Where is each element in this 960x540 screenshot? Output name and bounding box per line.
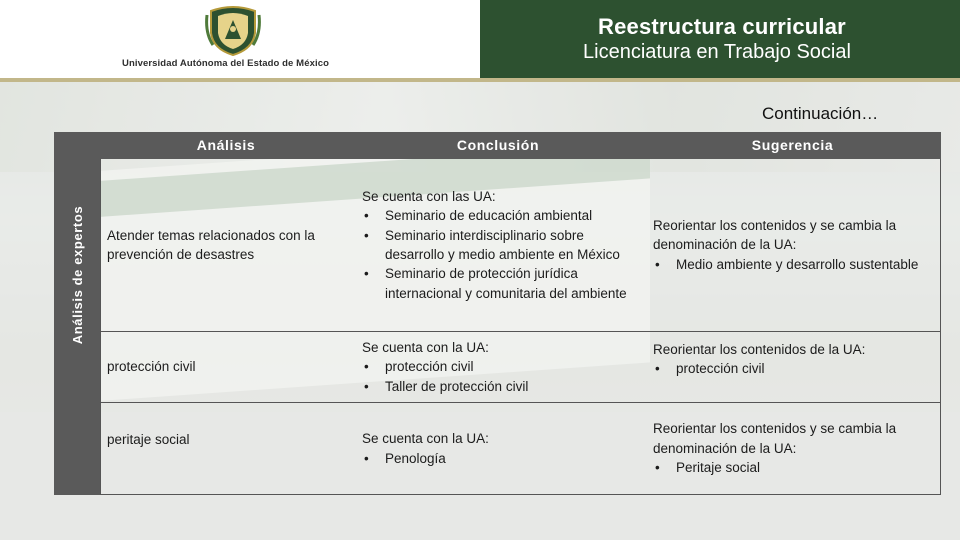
university-seal-icon	[205, 5, 261, 57]
conclusion-item: • Taller de protección civil	[362, 377, 642, 396]
column-header-suggestion: Sugerencia	[751, 137, 834, 153]
column-header-conclusion: Conclusión	[456, 137, 540, 153]
conclusion-item: • protección civil	[362, 357, 642, 376]
suggestion-list	[653, 255, 937, 274]
conclusion-item: • Seminario de educación ambiental	[362, 206, 642, 225]
analysis-text: protección civil	[107, 359, 196, 375]
conclusion-cell	[362, 403, 642, 494]
suggestion-intro: Reorientar los contenidos y se cambia la denominación de la UA:	[653, 421, 897, 456]
conclusion-list	[362, 357, 642, 396]
analysis-cell	[107, 159, 347, 331]
suggestion-cell	[653, 332, 937, 402]
table-body	[100, 159, 941, 495]
conclusion-item: • Seminario interdisciplinario sobre desarrollo y medio ambiente en México	[362, 226, 642, 265]
table-header	[100, 132, 941, 159]
conclusion-cell	[362, 332, 642, 402]
table-row	[101, 403, 940, 494]
page-title: Reestructura curricular	[598, 14, 846, 39]
header-logo-area	[0, 0, 480, 80]
university-name: Universidad Autónoma del Estado de México	[122, 58, 329, 69]
analysis-text: Atender temas relacionados con la prevención de desastres	[107, 227, 315, 262]
suggestion-list	[653, 458, 937, 477]
suggestion-cell	[653, 403, 937, 494]
header-title-block	[480, 0, 960, 78]
analysis-cell	[107, 403, 347, 494]
table-row	[101, 332, 940, 403]
header	[0, 0, 960, 80]
analysis-text: peritaje social	[107, 432, 190, 447]
page-subtitle: Licenciatura en Trabajo Social	[583, 41, 851, 63]
table-row	[101, 159, 940, 332]
column-header-analysis: Análisis	[196, 137, 256, 153]
conclusion-item: • Penología	[362, 449, 642, 468]
suggestion-item: • Peritaje social	[653, 458, 937, 477]
suggestion-item: • Medio ambiente y desarrollo sustentable	[653, 255, 937, 274]
continuation-label: Continuación…	[762, 104, 879, 123]
suggestion-cell	[653, 159, 937, 331]
conclusion-list	[362, 449, 642, 468]
suggestion-list	[653, 359, 937, 378]
conclusion-list	[362, 206, 642, 303]
conclusion-intro: Se cuenta con la UA:	[362, 431, 489, 447]
conclusion-intro: Se cuenta con las UA:	[362, 188, 496, 204]
conclusion-cell	[362, 159, 642, 331]
conclusion-intro: Se cuenta con la UA:	[362, 339, 489, 355]
suggestion-item: • protección civil	[653, 359, 937, 378]
analysis-table	[100, 132, 941, 495]
suggestion-intro: Reorientar los contenidos de la UA:	[653, 342, 866, 357]
side-label-text: Análisis de expertos	[69, 205, 85, 345]
analysis-cell	[107, 332, 347, 402]
conclusion-item: • Seminario de protección jurídica internacional y comunitaria del ambiente	[362, 264, 642, 303]
suggestion-intro: Reorientar los contenidos y se cambia la denominación de la UA:	[653, 217, 897, 253]
